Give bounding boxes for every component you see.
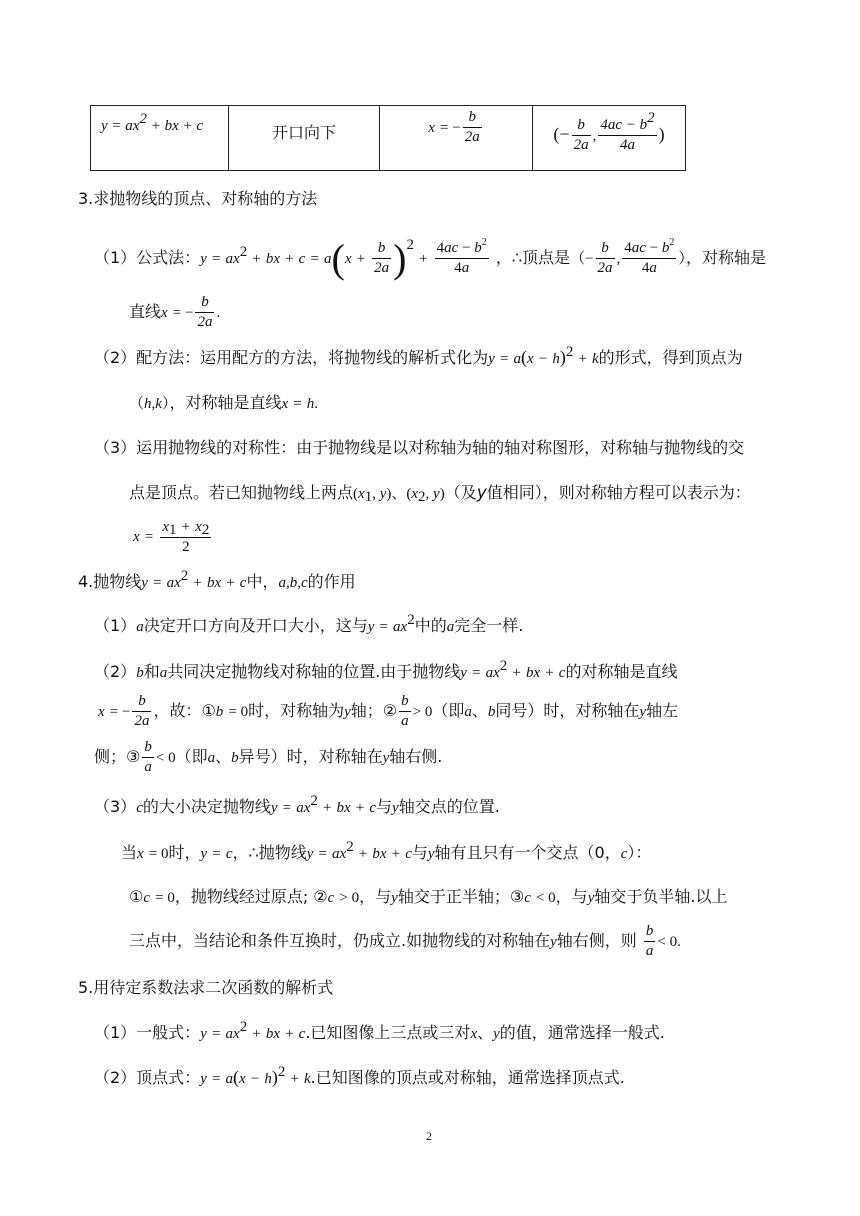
s4-p2-k: 轴左 <box>646 701 679 720</box>
s4-p5-c: ，与 <box>359 887 392 906</box>
s5-p2: （2）顶点式：$y = a(x - h)^2 + k$.已知图像的顶点或对称轴，通常选择顶点式. <box>94 1064 625 1087</box>
vertex-table <box>90 105 686 171</box>
s4-p2-o: 异号）时，对称轴在 <box>238 747 383 766</box>
page-number: 2 <box>426 1129 432 1143</box>
s4-p5-a: ① <box>129 887 144 906</box>
s3-p1-mid: ，∴顶点是 <box>495 248 571 267</box>
s4-p2-line1: （2）b和a共同决定抛物线对称轴的位置.由于抛物线$y = ax^2$ + bx + c的对称轴是直线 <box>94 658 678 681</box>
s4-p5-b: ，抛物线经过原点; ② <box>174 887 328 906</box>
s4-p2-c: 共同决定抛物线对称轴的位置.由于抛物线 <box>167 662 461 681</box>
s4-p1-c: 中的 <box>414 616 447 635</box>
s4-heading-a: 4.抛物线 <box>78 572 142 591</box>
s3-p2-a: （2）配方法：运用配方的方法，将抛物线的解析式化为 <box>94 348 489 367</box>
s4-p4-a: 当 <box>121 843 138 862</box>
s4-p2-j: 同号）时，对称轴在 <box>495 701 640 720</box>
s4-p1: （1）a决定开口方向及开口大小，这与$y = ax^2$中的a完全一样. <box>94 612 524 635</box>
s3-p3-d: 值相同），则对称轴方程可以表示为： <box>486 483 751 502</box>
s4-p6-b: 轴右侧，则 <box>556 931 637 950</box>
s4-p3: （3）c的大小决定抛物线$y = ax^2$ + bx + c与y轴交点的位置. <box>94 793 500 816</box>
s3-p2-line1: （2）配方法：运用配方的方法，将抛物线的解析式化为$y = a(x - h)^2 + k$的形式，得到顶点为 <box>94 344 743 367</box>
s3-p2-line2: （h,k），对称轴是直线x = h. <box>129 393 319 412</box>
s4-p6: 三点中，当结论和条件互换时，仍成立.如抛物线的对称轴在y轴右侧，则 $\frac{b}{a}$ < 0. <box>129 923 681 959</box>
s3-p2-c: ，对称轴是直线 <box>169 393 282 412</box>
s4-p4-e: 轴有且只有一个交点（0， <box>434 843 621 862</box>
direction-text: 开口向下 <box>271 123 336 142</box>
table-cell-vertex: (− $\frac{b}{2a}$ , $\frac{4ac - b^2}{4a}$ ) <box>533 106 686 171</box>
section-4-heading: 4.抛物线$y = ax^2$ + bx + c中，a,b,c的作用 <box>78 568 356 591</box>
s5-p1-d: 的值，通常选择一般式. <box>499 1023 665 1042</box>
s4-p2-n: 、 <box>215 747 232 766</box>
s3-p3-formula: x = $\frac{x_1 + x_2}{2}$ <box>133 516 213 557</box>
s4-p4: 当x = 0时，y = c，∴抛物线$y = ax^2$ + bx + c与y轴有且只有一个交点（0，c）： <box>121 839 652 862</box>
s4-p2-f: 时，对称轴为 <box>248 701 345 720</box>
s4-p4-b: 时， <box>168 843 201 862</box>
s3-p1-line2-text: 直线 <box>129 302 162 321</box>
s4-heading-c: 的作用 <box>307 572 356 591</box>
s3-p3-c: （及 <box>444 483 477 502</box>
s4-p5: ①c = 0，抛物线经过原点; ②c > 0，与y轴交于正半轴；③c < 0，与y轴交于负半轴.以上 <box>129 887 728 906</box>
s4-p6-a: 三点中，当结论和条件互换时，仍成立.如抛物线的对称轴在 <box>129 931 551 950</box>
s3-formula-line: （1）公式法：$y = ax^2$ + bx + c = a(x + $\frac{b}{2a}$ )$^2$ + $\frac{4ac - b^2}{4a}$ ，∴顶点是（− $\frac{b}{2a}$ , $\frac{4ac - b^2}{4a}$ ），对称轴是 <box>94 236 766 281</box>
s3-p1-label: （1）公式法： <box>94 248 201 267</box>
s4-p1-d: 完全一样. <box>454 616 524 635</box>
section-5-heading: 5.用待定系数法求二次函数的解析式 <box>78 978 334 997</box>
table-cell-axis: x = − $\frac{b}{2a}$ <box>380 106 533 171</box>
s3-p3-line1: （3）运用抛物线的对称性：由于抛物线是以对称轴为轴的轴对称图形，对称轴与抛物线的交 <box>94 438 745 457</box>
s4-p2-l: 侧；③ <box>94 747 141 766</box>
table-cell-formula: $y = ax^2$ + bx + c <box>91 106 229 171</box>
s4-p2-a: （2） <box>94 662 137 681</box>
s5-p1-c: 、 <box>477 1023 494 1042</box>
s4-p2-p: 轴右侧. <box>389 747 443 766</box>
s4-p1-a: （1） <box>94 616 137 635</box>
s3-p1-line2: 直线x = − $\frac{b}{2a}$ . <box>129 294 221 330</box>
s4-p3-b: 的大小决定抛物线 <box>142 797 271 816</box>
s5-p1: （1）一般式：$y = ax^2$ + bx + c.已知图像上三点或三对x、y的值，通常选择一般式. <box>94 1019 665 1042</box>
s3-p1-end: ，对称轴是 <box>685 248 766 267</box>
s4-p2-b: 和 <box>143 662 160 681</box>
s4-p2-g: 轴；② <box>350 701 398 720</box>
s4-p4-c: ，∴抛物线 <box>232 843 307 862</box>
s4-p2-line3: 侧；③ $\frac{b}{a}$ < 0（即a、b异号）时，对称轴在y轴右侧. <box>94 739 443 775</box>
s5-p2-b: .已知图像的顶点或对称轴，通常选择顶点式. <box>310 1068 625 1087</box>
s4-p2-m: （即 <box>175 747 208 766</box>
s4-p2-h: （即 <box>432 701 465 720</box>
s5-p2-a: （2）顶点式： <box>94 1068 201 1087</box>
s5-p1-a: （1）一般式： <box>94 1023 201 1042</box>
s4-p2-e: ，故：① <box>153 701 216 720</box>
s4-p4-d: 与 <box>411 843 428 862</box>
s4-p3-d: 轴交点的位置. <box>398 797 500 816</box>
s4-heading-b: 中， <box>246 572 279 591</box>
section-3-heading: 3.求抛物线的顶点、对称轴的方法 <box>78 189 318 208</box>
s4-p2-i: 、 <box>471 701 488 720</box>
s4-p3-a: （3） <box>94 797 137 816</box>
s4-p4-f: ）： <box>627 843 652 862</box>
s5-p1-b: .已知图像上三点或三对 <box>305 1023 471 1042</box>
s4-p5-d: 轴交于正半轴；③ <box>397 887 525 906</box>
s3-p3-line2: 点是顶点。若已知抛物线上两点($x_1$, y)、($x_2$, y)（及y值相同），则对称轴方程可以表示为： <box>129 483 751 505</box>
s3-p3-b: 点是顶点。若已知抛物线上两点 <box>129 483 354 502</box>
s4-p5-e: ，与 <box>555 887 588 906</box>
s4-p2-d: 的对称轴是直线 <box>565 662 678 681</box>
s4-p3-c: 与 <box>376 797 393 816</box>
s3-p2-b: 的形式，得到顶点为 <box>598 348 743 367</box>
s4-p5-f: 轴交于负半轴.以上 <box>594 887 728 906</box>
s4-p2-line2: x = − $\frac{b}{2a}$ ，故：①b = 0时，对称轴为y轴；② $\frac{b}{a}$ > 0（即a、b同号）时，对称轴在y轴左 <box>98 693 679 729</box>
table-row <box>91 106 686 171</box>
table-cell-direction <box>229 106 380 171</box>
s4-p1-b: 决定开口方向及开口大小，这与 <box>143 616 368 635</box>
